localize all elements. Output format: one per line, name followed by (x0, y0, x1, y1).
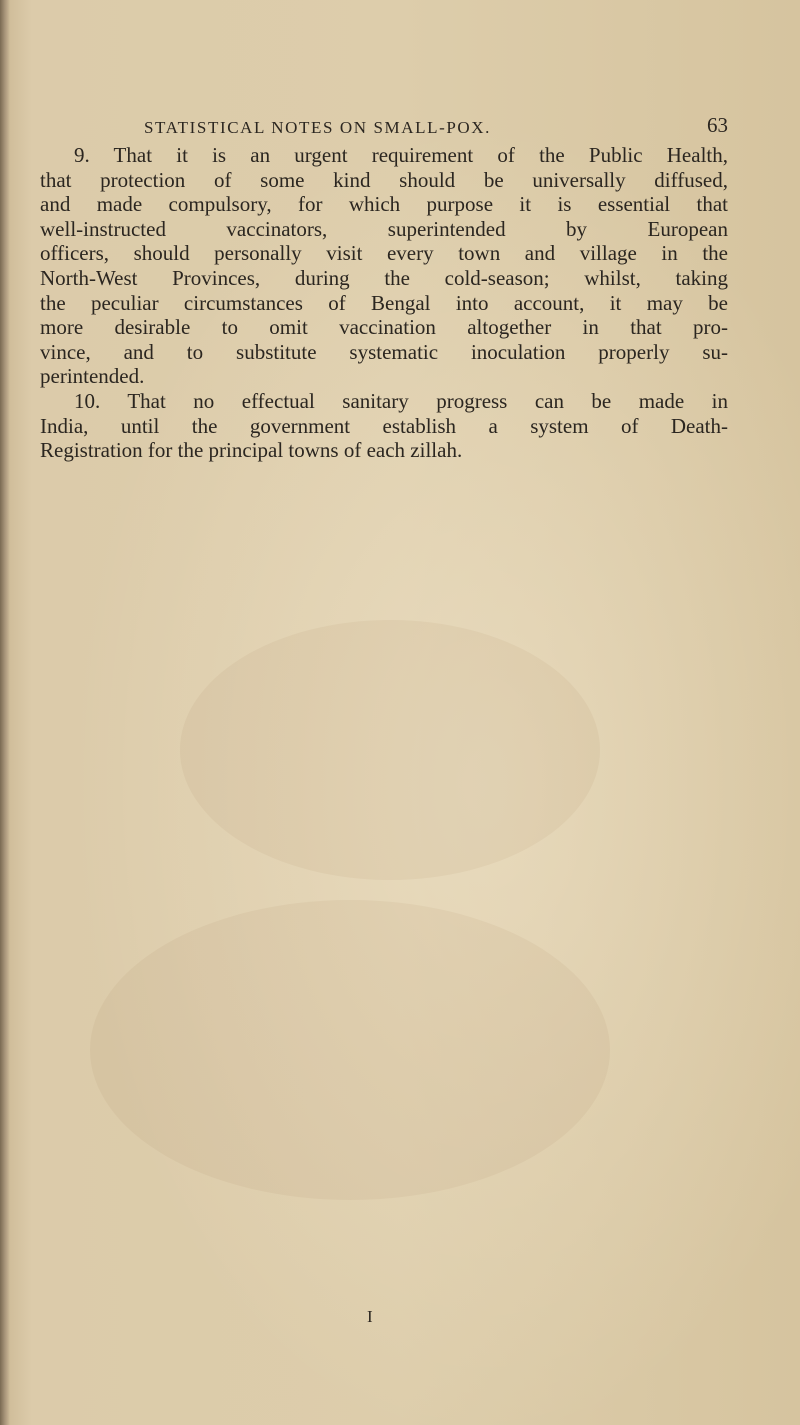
text-line: well-instructed vaccinators, superintended by European (40, 216, 728, 241)
text-line: the peculiar circumstances of Bengal into account, it may be (40, 290, 728, 315)
paragraph-9 (40, 143, 728, 389)
running-title: STATISTICAL NOTES ON SMALL-POX. (144, 118, 492, 137)
paper-stain (90, 900, 610, 1200)
text-line: Registration for the principal towns of each zillah. (40, 438, 463, 463)
page-gutter (0, 0, 10, 1425)
body-text (40, 143, 728, 463)
paper-stain (180, 620, 600, 880)
text-line: 9. That it is an urgent requirement of the Public Health, (74, 143, 728, 167)
signature-mark: I (367, 1307, 373, 1326)
paragraph-10 (40, 389, 728, 463)
text-line: India, until the government establish a system of Death- (40, 413, 728, 438)
text-line: North-West Provinces, during the cold-season; whilst, taking (40, 265, 728, 290)
text-line: vince, and to substitute systematic inoculation properly su- (40, 339, 728, 364)
page-number: 63 (707, 113, 728, 137)
text-line: perintended. (40, 364, 145, 389)
text-line: and made compulsory, for which purpose it is essential that (40, 192, 728, 217)
text-line: that protection of some kind should be universally diffused, (40, 167, 728, 192)
text-line: 10. That no effectual sanitary progress can be made in (74, 388, 728, 413)
text-line: more desirable to omit vaccination altogether in that pro- (40, 315, 728, 340)
text-line: officers, should personally visit every town and village in the (40, 241, 728, 266)
